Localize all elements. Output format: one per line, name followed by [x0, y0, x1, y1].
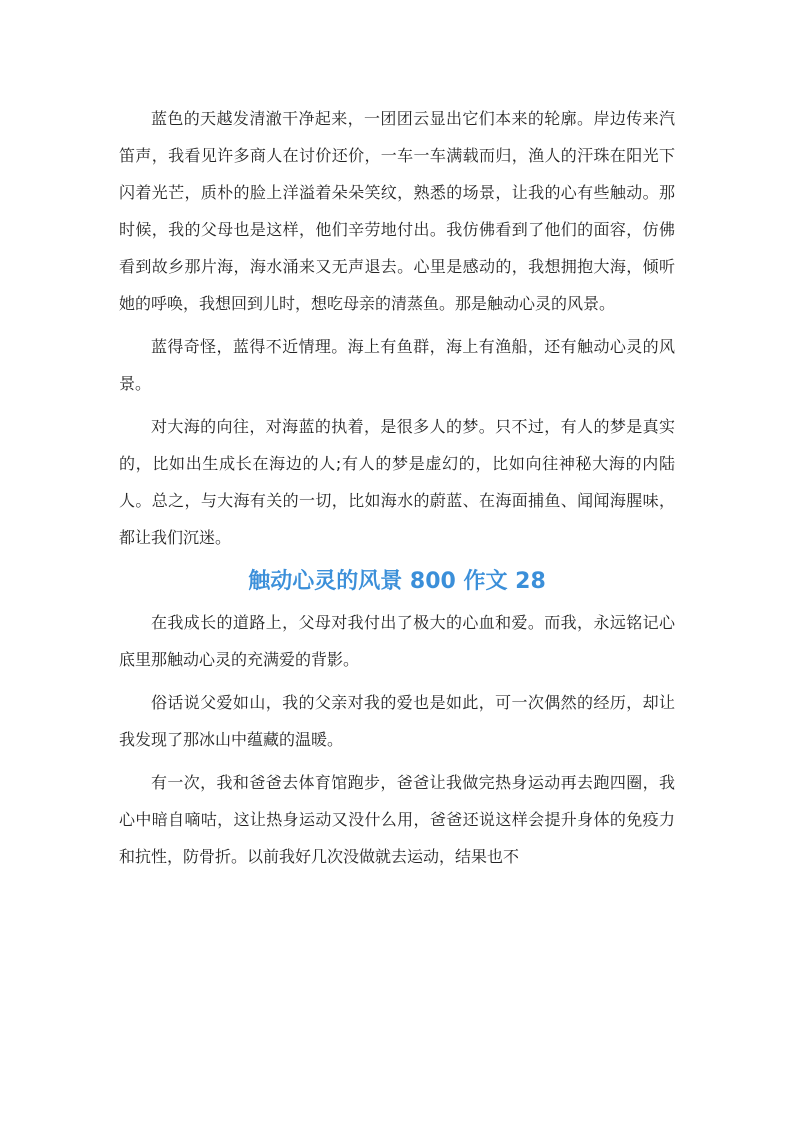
section-heading: 触动心灵的风景 800 作文 28	[248, 569, 546, 594]
paragraph: 俗话说父爱如山，我的父亲对我的爱也是如此，可一次偶然的经历，却让我发现了那冰山中蕴藏的温暖。	[119, 693, 675, 749]
paragraph: 有一次，我和爸爸去体育馆跑步，爸爸让我做完热身运动再去跑四圈，我心中暗自嘀咕，这让热身运动又没什么用，爸爸还说这样会提升身体的免疫力和抗性，防骨折。以前我好几次没做就去运动，结果也不	[119, 773, 675, 866]
paragraph: 在我成长的道路上，父母对我付出了极大的心血和爱。而我，永远铭记心底里那触动心灵的充满爱的背影。	[119, 613, 675, 669]
document-body	[119, 100, 675, 881]
paragraph: 蓝色的天越发清澈干净起来，一团团云显出它们本来的轮廓。岸边传来汽笛声，我看见许多商人在讨价还价，一车一车满载而归，渔人的汗珠在阳光下闪着光芒，质朴的脸上洋溢着朵朵笑纹，熟悉的场景，让我的心有些触动。那时候，我的父母也是这样，他们辛劳地付出。我仿佛看到了他们的面容，仿佛看到故乡那片海，海水涌来又无声退去。心里是感动的，我想拥抱大海，倾听她的呼唤，我想回到儿时，想吃母亲的清蒸鱼。那是触动心灵的风景。	[119, 109, 675, 313]
paragraph: 对大海的向往，对海蓝的执着，是很多人的梦。只不过，有人的梦是真实的，比如出生成长在海边的人;有人的梦是虚幻的，比如向往神秘大海的内陆人。总之，与大海有关的一切，比如海水的蔚蓝、在海面捕鱼、闻闻海腥味，都让我们沉迷。	[119, 417, 675, 547]
paragraph: 蓝得奇怪，蓝得不近情理。海上有鱼群，海上有渔船，还有触动心灵的风景。	[119, 337, 675, 393]
